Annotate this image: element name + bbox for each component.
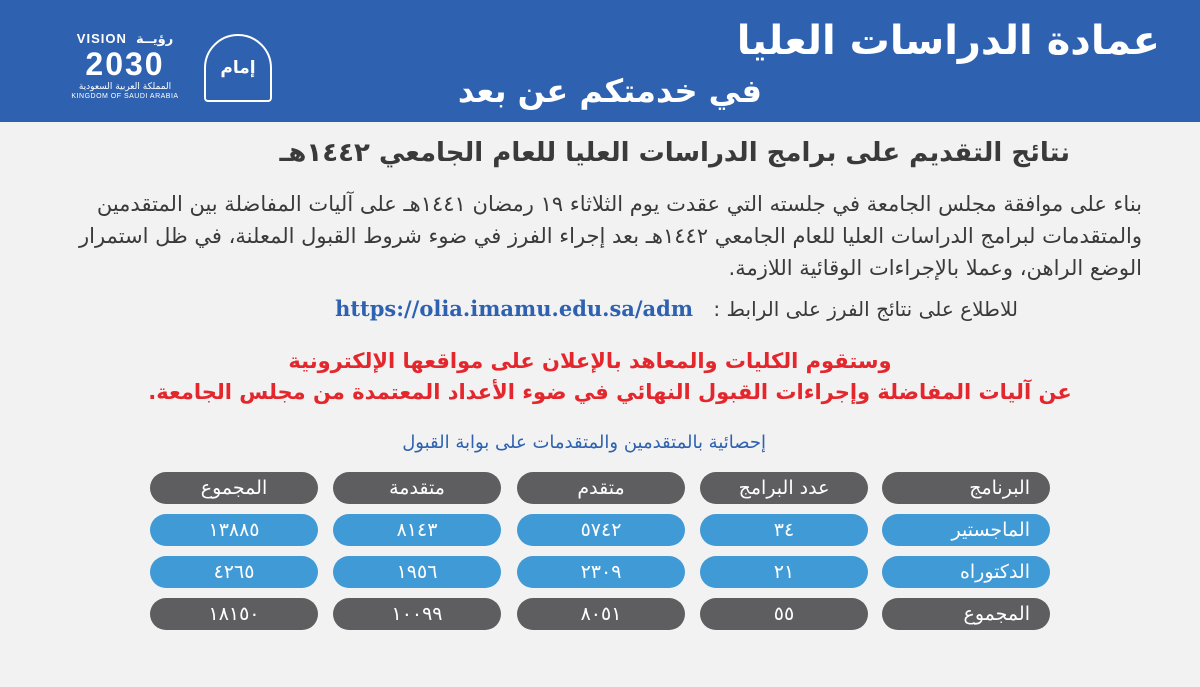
- vision-year: 2030: [85, 46, 165, 82]
- page-heading: نتائج التقديم على برامج الدراسات العليا للعام الجامعي ١٤٤٢هـ: [279, 138, 1070, 168]
- vision-word: VISION: [76, 31, 127, 46]
- header-banner: [0, 0, 1200, 122]
- header-total: المجموع: [150, 472, 318, 504]
- cell-program-count: ٢١: [700, 556, 868, 588]
- deanship-title: عمادة الدراسات العليا: [736, 18, 1160, 64]
- cell-program: المجموع: [882, 598, 1050, 630]
- cell-program: الماجستير: [882, 514, 1050, 546]
- stats-title: إحصائية بالمتقدمين والمتقدمات على بوابة القبول: [402, 432, 766, 453]
- university-logo: [204, 34, 272, 102]
- results-link-line: [118, 296, 1018, 321]
- cell-female-applicants: ١٩٥٦: [333, 556, 501, 588]
- header-program-count: عدد البرامج: [700, 472, 868, 504]
- cell-male-applicants: ٨٠٥١: [517, 598, 685, 630]
- results-link[interactable]: https://olia.imamu.edu.sa/adm: [335, 296, 694, 321]
- cell-male-applicants: ٥٧٤٢: [517, 514, 685, 546]
- notice-line-2: عن آليات المفاضلة وإجراءات القبول النهائي في ضوء الأعداد المعتمدة من مجلس الجامعة.: [148, 380, 1072, 404]
- header-program: البرنامج: [882, 472, 1050, 504]
- header-male-applicants: متقدم: [517, 472, 685, 504]
- cell-male-applicants: ٢٣٠٩: [517, 556, 685, 588]
- cell-total: ٤٢٦٥: [150, 556, 318, 588]
- cell-female-applicants: ١٠٠٩٩: [333, 598, 501, 630]
- vision-arabic: رؤيــة: [135, 32, 174, 47]
- cell-female-applicants: ٨١٤٣: [333, 514, 501, 546]
- colleges-notice: [40, 346, 1140, 408]
- university-logo-text: إمام: [220, 58, 256, 78]
- kingdom-english: KINGDOM OF SAUDI ARABIA: [71, 93, 179, 100]
- cell-total: ١٨١٥٠: [150, 598, 318, 630]
- results-link-label: للاطلاع على نتائج الفرز على الرابط :: [713, 297, 1018, 321]
- announcement-paragraph: بناء على موافقة مجلس الجامعة في جلسته التي عقدت يوم الثلاثاء ١٩ رمضان ١٤٤١هـ على آليات المفاضلة بين المتقدمين والمتقدمات لبرامج الدراسات العليا للعام الجامعي ١٤٤٢هـ بعد إجراء الفرز في ضوء شروط القبول المعلنة، في ظل استمرار الوضع الراهن، وعملا بالإجراءات الوقائية اللازمة.: [78, 192, 1142, 280]
- notice-line-1: وستقوم الكليات والمعاهد بالإعلان على مواقعها الإلكترونية: [288, 349, 892, 373]
- kingdom-arabic: المملكة العربية السعودية: [78, 82, 172, 92]
- cell-program-count: ٣٤: [700, 514, 868, 546]
- cell-program-count: ٥٥: [700, 598, 868, 630]
- vision-2030-logo: [60, 28, 190, 100]
- deanship-subtitle: في خدمتكم عن بعد: [457, 72, 762, 110]
- cell-total: ١٣٨٨٥: [150, 514, 318, 546]
- header-female-applicants: متقدمة: [333, 472, 501, 504]
- cell-program: الدكتوراه: [882, 556, 1050, 588]
